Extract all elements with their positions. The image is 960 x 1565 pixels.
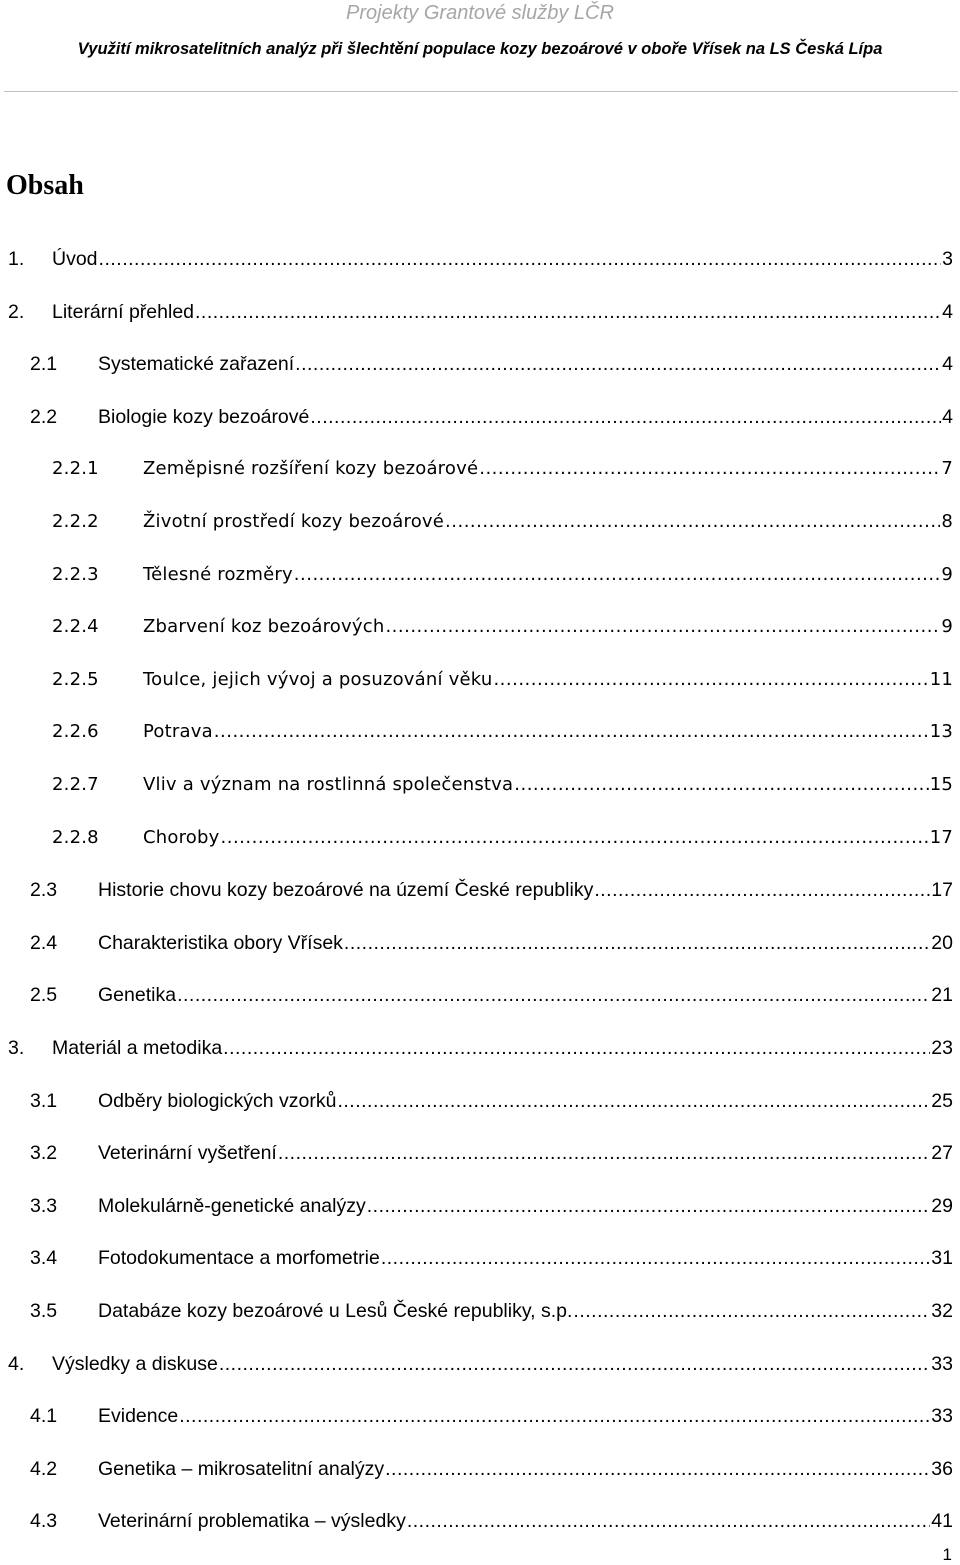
toc-entry-label: Genetika — [98, 984, 177, 1007]
toc-leader-dots — [385, 1452, 930, 1486]
toc-entry-number: 1. — [8, 248, 25, 270]
toc-entry-page: 23 — [931, 1037, 953, 1059]
toc-entry-page: 7 — [941, 458, 953, 480]
toc-entry-label: Veterinární vyšetření — [98, 1142, 277, 1165]
toc-leader-dots — [223, 1031, 930, 1065]
toc-entry-number: 4.1 — [30, 1405, 58, 1428]
toc-entry[interactable] — [0, 1504, 960, 1538]
toc-entry-page: 17 — [929, 826, 953, 848]
toc-entry[interactable] — [0, 873, 960, 907]
page-header-project: Projekty Grantové služby LČR — [346, 2, 614, 24]
toc-entry[interactable] — [0, 715, 960, 749]
toc-leader-dots — [177, 978, 930, 1012]
toc-entry[interactable] — [0, 452, 960, 486]
toc-entry-page: 36 — [931, 1457, 953, 1480]
toc-entry-number: 2.1 — [30, 353, 58, 376]
toc-leader-dots — [594, 873, 930, 907]
toc-leader-dots — [445, 505, 940, 539]
toc-entry-label: Genetika – mikrosatelitní analýzy — [98, 1457, 385, 1480]
toc-entry-label: Molekulárně-genetické analýzy — [98, 1194, 366, 1217]
toc-leader-dots — [219, 1347, 930, 1381]
toc-entry[interactable] — [0, 505, 960, 539]
toc-entry-label: Databáze kozy bezoárové u Lesů České republiky, s.p. — [98, 1300, 573, 1322]
toc-entry[interactable] — [0, 347, 960, 381]
toc-entry-label: Toulce, jejich vývoj a posuzování věku — [143, 668, 493, 690]
toc-leader-dots — [367, 1189, 931, 1223]
toc-entry-number: 2.3 — [30, 879, 58, 902]
toc-entry-label: Historie chovu kozy bezoárové na území České republiky — [98, 879, 594, 902]
toc-entry[interactable] — [0, 1084, 960, 1118]
toc-entry-page: 29 — [931, 1194, 953, 1217]
toc-entry-page: 33 — [931, 1352, 953, 1375]
toc-entry-number: 2.2.2 — [52, 511, 99, 532]
toc-entry-label: Potrava — [143, 721, 213, 743]
toc-entry[interactable] — [0, 1031, 960, 1065]
toc-entry-page: 21 — [931, 984, 953, 1007]
toc-leader-dots — [295, 347, 941, 381]
toc-entry-number: 2. — [8, 300, 25, 323]
toc-entry[interactable] — [0, 768, 960, 802]
toc-entry-number: 3.1 — [30, 1089, 58, 1112]
toc-entry-number: 2.5 — [30, 984, 58, 1007]
toc-entry-number: 3.5 — [30, 1300, 58, 1322]
toc-entry-number: 4. — [8, 1352, 25, 1375]
toc-entry-label: Systematické zařazení — [98, 353, 295, 376]
toc-entry-number: 2.4 — [30, 931, 58, 954]
toc-leader-dots — [493, 663, 928, 697]
toc-entry-page: 17 — [931, 879, 953, 902]
toc-entry-number: 2.2.4 — [52, 616, 99, 638]
toc-entry-page: 4 — [942, 405, 953, 428]
toc-entry-page: 3 — [942, 248, 953, 270]
toc-entry-page: 4 — [942, 300, 953, 323]
toc-entry-number: 3.3 — [30, 1194, 58, 1217]
toc-leader-dots — [337, 1084, 930, 1118]
toc-entry-page: 33 — [931, 1405, 953, 1428]
toc-entry-number: 2.2.1 — [52, 458, 99, 480]
toc-entry[interactable] — [0, 926, 960, 960]
toc-entry-page: 9 — [941, 616, 953, 638]
toc-leader-dots — [381, 1241, 930, 1275]
toc-leader-dots — [221, 821, 929, 855]
toc-entry[interactable] — [0, 821, 960, 855]
toc-entry-number: 3.4 — [30, 1247, 58, 1270]
toc-entry-label: Charakteristika obory Vřísek — [98, 931, 343, 954]
toc-entry-number: 4.3 — [30, 1510, 58, 1533]
toc-entry-label: Zeměpisné rozšíření kozy bezoárové — [143, 458, 479, 480]
toc-leader-dots — [99, 242, 942, 276]
page-header-subtitle: Využití mikrosatelitních analýz při šlechtění populace kozy bezoárové v oboře Vřísek na LS Česká Lípa — [77, 40, 883, 58]
toc-entry[interactable] — [0, 400, 960, 434]
toc-leader-dots — [278, 1136, 930, 1170]
toc-entry-label: Fotodokumentace a morfometrie — [98, 1247, 380, 1270]
toc-entry-number: 2.2.5 — [52, 668, 99, 690]
toc-entry-page: 13 — [929, 721, 953, 743]
toc-entry-page: 8 — [941, 511, 953, 532]
toc-entry-page: 20 — [931, 931, 953, 954]
toc-entry-number: 3. — [8, 1037, 25, 1059]
toc-entry-label: Biologie kozy bezoárové — [98, 405, 310, 428]
toc-leader-dots — [573, 1294, 930, 1328]
toc-entry[interactable] — [0, 1241, 960, 1275]
toc-leader-dots — [294, 558, 941, 592]
toc-leader-dots — [195, 295, 941, 329]
toc-entry[interactable] — [0, 978, 960, 1012]
toc-entry[interactable] — [0, 1347, 960, 1381]
toc-entry-page: 27 — [931, 1142, 953, 1165]
toc-entry-label: Tělesné rozměry — [143, 563, 293, 585]
toc-entry-number: 2.2.7 — [52, 774, 99, 795]
toc-entry-label: Evidence — [98, 1405, 179, 1428]
toc-entry-page: 4 — [942, 353, 953, 376]
toc-leader-dots — [514, 768, 928, 802]
toc-leader-dots — [310, 400, 941, 434]
toc-entry[interactable] — [0, 1136, 960, 1170]
toc-entry-number: 2.2.8 — [52, 826, 99, 848]
toc-entry-label: Zbarvení koz bezoárových — [143, 616, 385, 638]
toc-entry-label: Životní prostředí kozy bezoárové — [143, 511, 445, 532]
toc-entry-page: 32 — [931, 1300, 953, 1322]
header-divider — [4, 91, 958, 92]
toc-entry[interactable] — [0, 1294, 960, 1328]
toc-entry-label: Literární přehled — [52, 300, 195, 323]
toc-entry-number: 4.2 — [30, 1457, 58, 1480]
toc-entry-number: 2.2.6 — [52, 721, 99, 743]
toc-entry-label: Choroby — [143, 826, 220, 848]
toc-entry-label: Úvod — [52, 248, 98, 270]
toc-leader-dots — [407, 1504, 930, 1538]
toc-entry-number: 2.2 — [30, 405, 58, 428]
toc-entry[interactable] — [0, 1452, 960, 1486]
toc-entry-number: 3.2 — [30, 1142, 58, 1165]
toc-entry[interactable] — [0, 242, 960, 276]
toc-entry-page: 31 — [931, 1247, 953, 1270]
toc-entry-page: 25 — [931, 1089, 953, 1112]
toc-entry-page: 15 — [929, 774, 953, 795]
toc-entry[interactable] — [0, 663, 960, 697]
toc-entry[interactable] — [0, 610, 960, 644]
toc-leader-dots — [385, 610, 940, 644]
toc-entry-page: 9 — [941, 563, 953, 585]
toc-title: Obsah — [6, 170, 84, 201]
toc-leader-dots — [344, 926, 930, 960]
toc-entry-page: 41 — [931, 1510, 953, 1533]
toc-entry-label: Vliv a význam na rostlinná společenstva — [143, 774, 514, 795]
toc-leader-dots — [179, 1399, 930, 1433]
toc-entry-label: Materiál a metodika — [52, 1037, 223, 1059]
toc-entry-label: Veterinární problematika – výsledky — [98, 1510, 406, 1533]
toc-entry[interactable] — [0, 295, 960, 329]
toc-entry[interactable] — [0, 1399, 960, 1433]
toc-entry-label: Odběry biologických vzorků — [98, 1089, 337, 1112]
toc-entry-label: Výsledky a diskuse — [52, 1352, 218, 1375]
toc-leader-dots — [479, 452, 940, 486]
toc-entry-page: 11 — [929, 668, 953, 690]
toc-entry[interactable] — [0, 1189, 960, 1223]
toc-leader-dots — [214, 715, 929, 749]
page-number: 1 — [942, 1545, 952, 1564]
toc-entry-number: 2.2.3 — [52, 563, 99, 585]
toc-entry[interactable] — [0, 558, 960, 592]
